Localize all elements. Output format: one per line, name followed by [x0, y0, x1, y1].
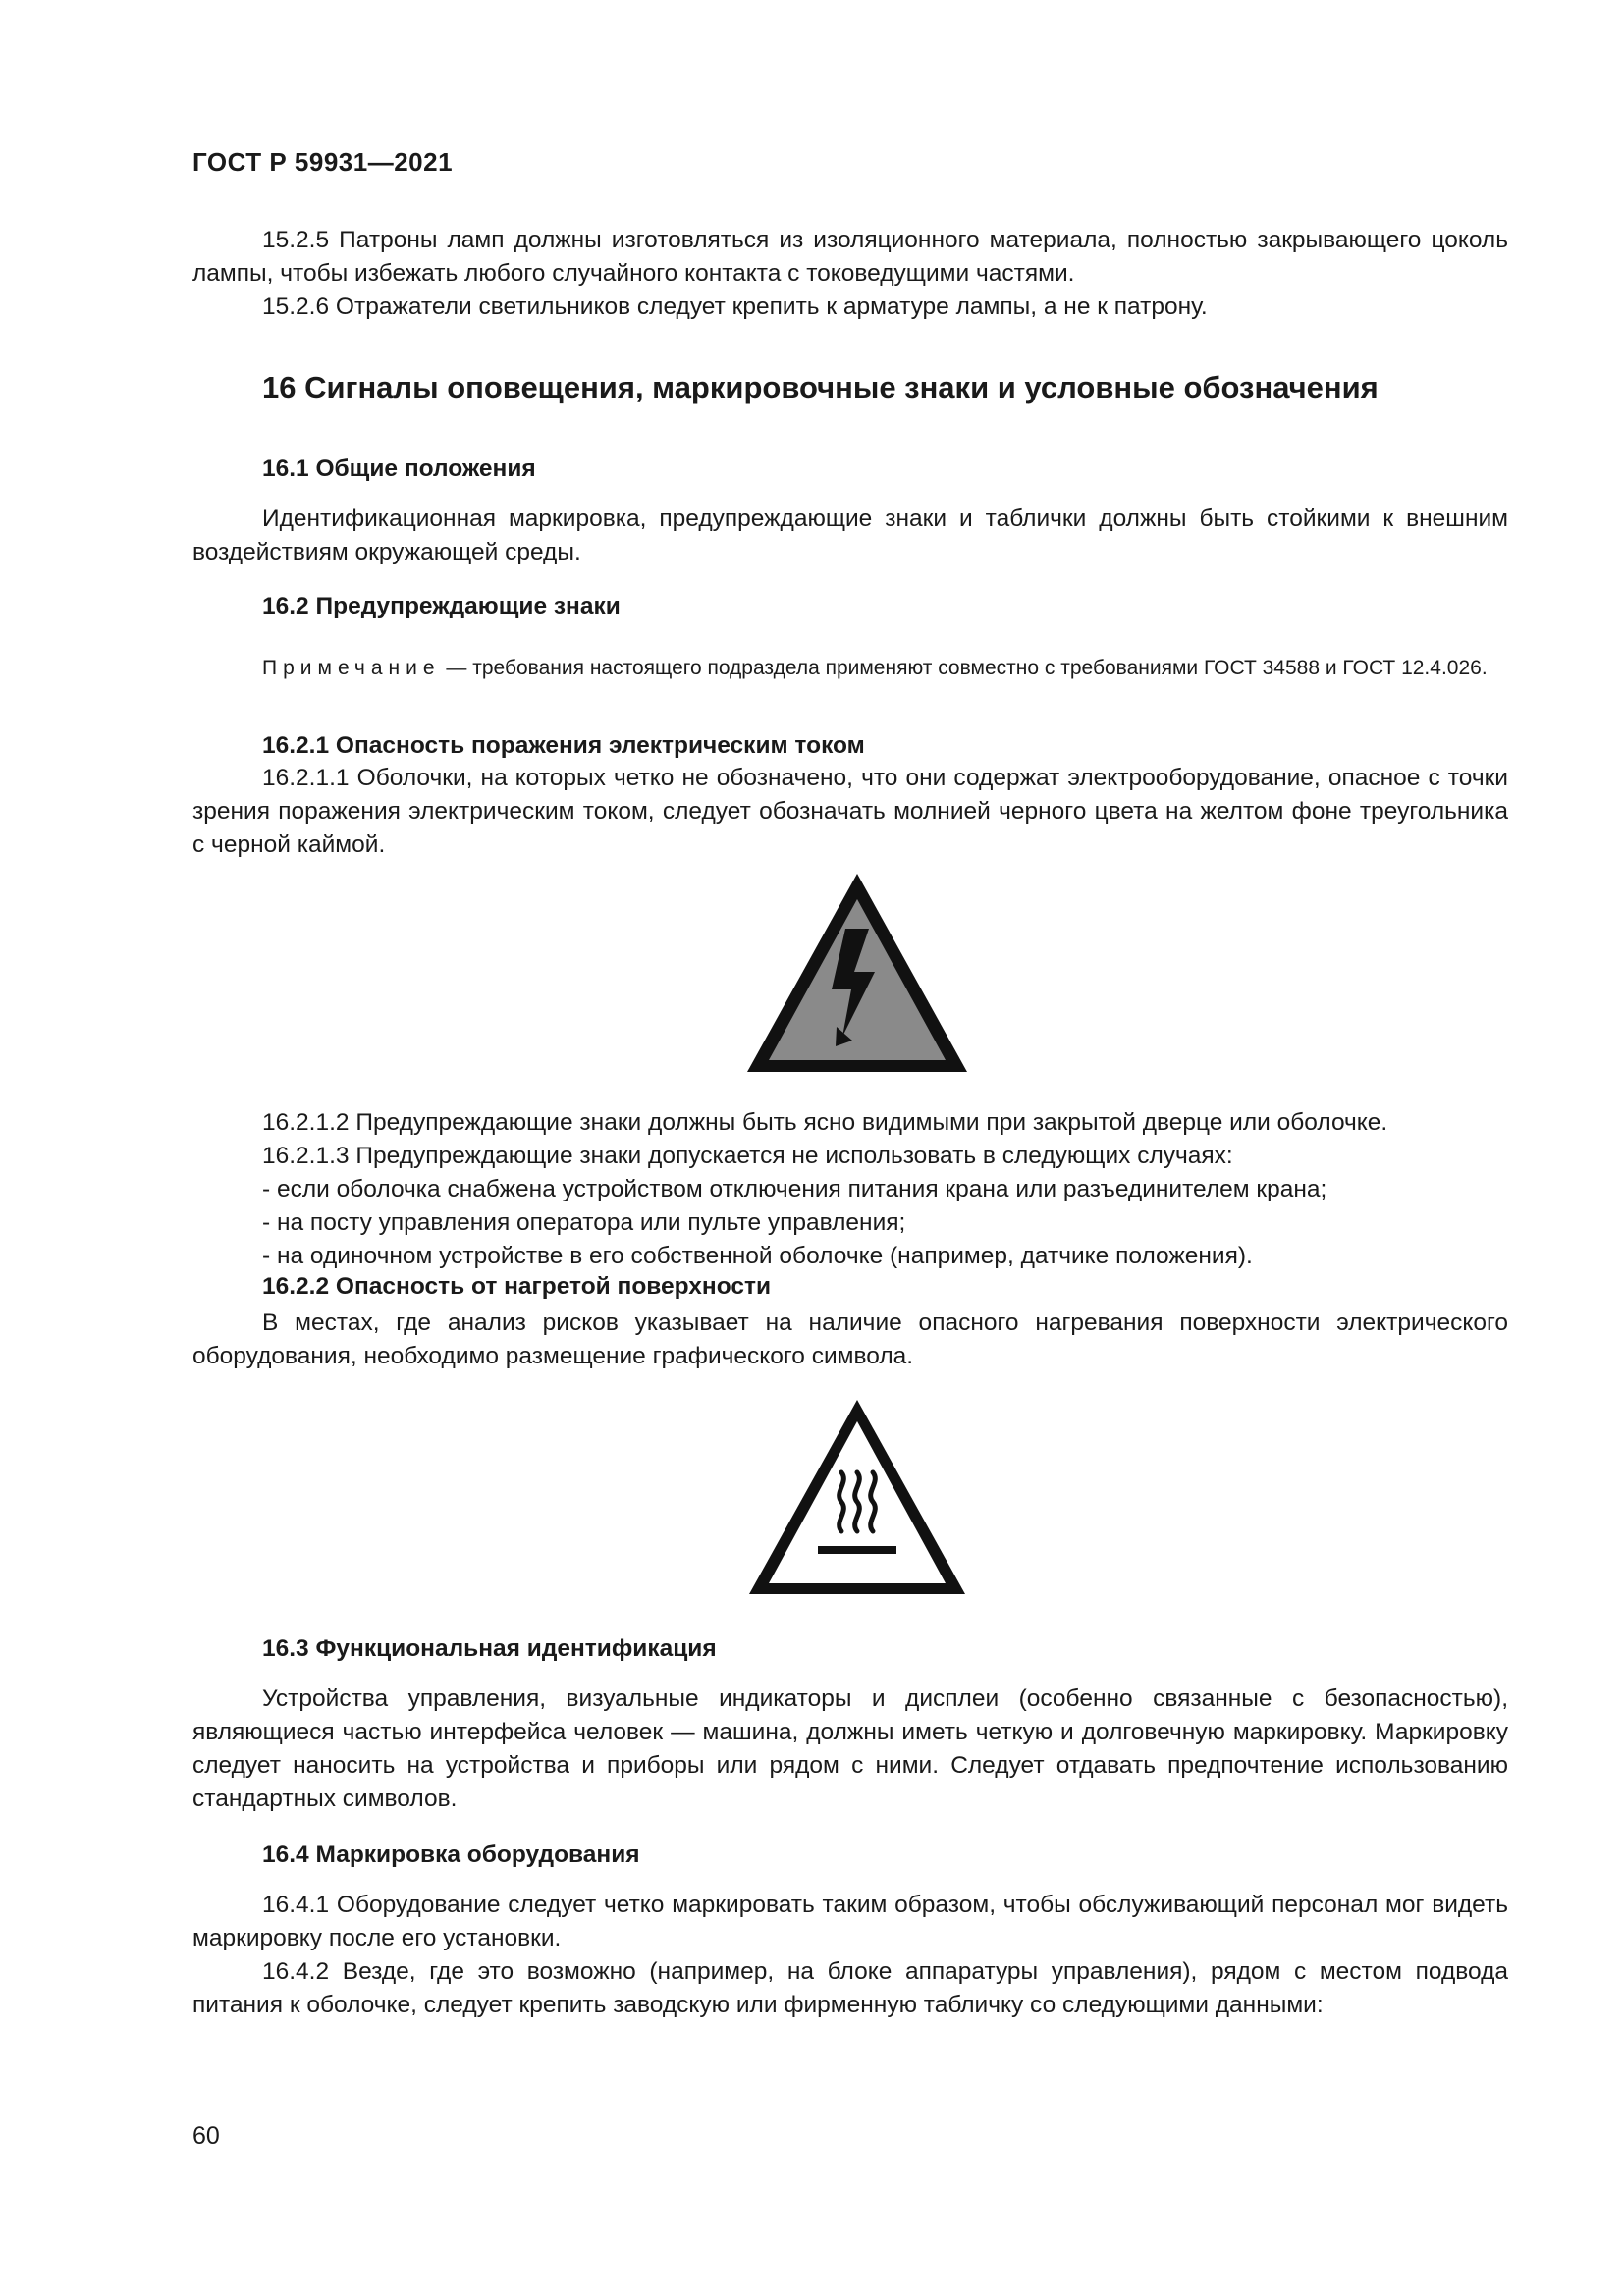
note-text: — требования настоящего подраздела применяют совместно с требованиями ГОСТ 34588 и ГОСТ 12.4.026.: [440, 657, 1488, 679]
section-16-2-1-title: 16.2.1 Опасность поражения электрическим током: [262, 732, 865, 759]
list-item: - если оболочка снабжена устройством отключения питания крана или разъединителем крана;: [262, 1176, 1327, 1202]
section-16-2-title: 16.2 Предупреждающие знаки: [262, 593, 621, 619]
list-item: - на одиночном устройстве в его собственной оболочке (например, датчике положения).: [262, 1243, 1253, 1269]
section-16-3-title: 16.3 Функциональная идентификация: [262, 1635, 717, 1662]
paragraph-15-2-6: 15.2.6 Отражатели светильников следует крепить к арматуре лампы, а не к патрону.: [262, 294, 1208, 320]
section-16-1-text: Идентификационная маркировка, предупреждающие знаки и таблички должны быть стойкими к внешним воздействиям окружающей среды.: [192, 506, 1508, 565]
electric-shock-warning-icon: [743, 870, 971, 1076]
paragraph-16-4-1: 16.4.1 Оборудование следует четко маркировать таким образом, чтобы обслуживающий персонал мог видеть маркировку после его установки.: [192, 1892, 1508, 1951]
hot-surface-warning-icon: [743, 1394, 971, 1600]
section-16-3-text: Устройства управления, визуальные индикаторы и дисплеи (особенно связанные с безопасностью), являющиеся частью интерфейса человек — машина, должны иметь четкую и долговечную маркировку. Маркировку следует наносить на устройства и приборы или рядом с ними. Следует отдавать предпочтение использованию стандартных символов.: [192, 1685, 1508, 1812]
section-16-title: 16 Сигналы оповещения, маркировочные знаки и условные обозначения: [262, 370, 1379, 404]
list-item: - на посту управления оператора или пульте управления;: [262, 1209, 906, 1236]
paragraph-16-2-1-2: 16.2.1.2 Предупреждающие знаки должны быть ясно видимыми при закрытой дверце или оболочке.: [262, 1109, 1388, 1136]
document-header: ГОСТ Р 59931—2021: [192, 147, 454, 177]
paragraph-15-2-5: 15.2.5 Патроны ламп должны изготовляться из изоляционного материала, полностью закрывающего цоколь лампы, чтобы избежать любого случайного контакта с токоведущими частями.: [192, 227, 1508, 287]
paragraph-16-4-2: 16.4.2 Везде, где это возможно (например, на блоке аппаратуры управления), рядом с местом подвода питания к оболочке, следует крепить заводскую или фирменную табличку со следующими данными:: [192, 1958, 1508, 2018]
page-number: 60: [192, 2122, 220, 2150]
paragraph-16-2-1-3: 16.2.1.3 Предупреждающие знаки допускается не использовать в следующих случаях:: [262, 1143, 1233, 1169]
section-16-2-2-text: В местах, где анализ рисков указывает на наличие опасного нагревания поверхности электрического оборудования, необходимо размещение графического символа.: [192, 1309, 1508, 1369]
paragraph-16-2-1-1: 16.2.1.1 Оболочки, на которых четко не обозначено, что они содержат электрооборудование, опасное с точки зрения поражения электрическим током, следует обозначать молнией черного цвета на желтом фоне треугольника с черной каймой.: [192, 765, 1508, 858]
section-16-4-title: 16.4 Маркировка оборудования: [262, 1842, 640, 1868]
section-16-2-note: [192, 653, 1508, 683]
note-label: Примечание: [262, 657, 441, 679]
section-16-1-title: 16.1 Общие положения: [262, 455, 536, 482]
section-16-2-2-title: 16.2.2 Опасность от нагретой поверхности: [262, 1273, 772, 1300]
